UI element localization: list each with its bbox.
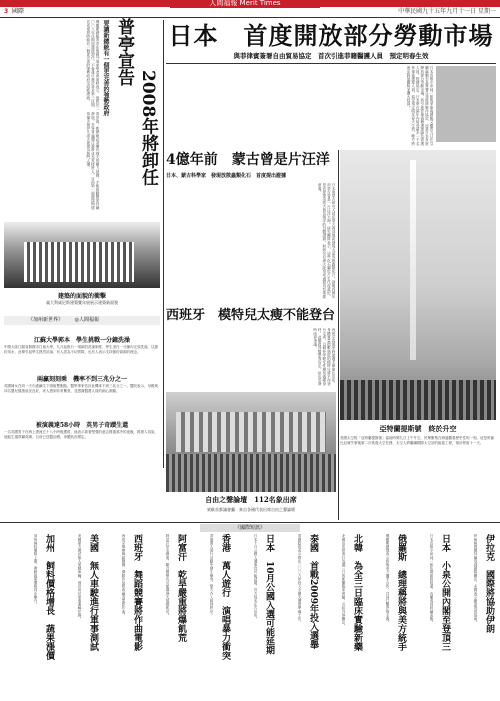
brief-body: 日本首相小泉純一郎任期即將屆滿，內閣成員陸續表態。 bbox=[430, 534, 434, 624]
brief-body: 北韓宣布將進行為期三日的新藥臨床實驗，引起外界關注。 bbox=[342, 534, 346, 628]
architecture-photo bbox=[4, 222, 160, 288]
brief-body: 泰國政府表示將在二〇〇九年投入全國大選的準備工作。 bbox=[298, 534, 302, 624]
brief-body: 香港萬人遊行活動中發生衝突，警方介入維持秩序。 bbox=[210, 534, 214, 617]
photo-columns bbox=[24, 242, 134, 282]
forum-photo-caption: 東歐首都議會廳 來自各國代表出席自由之聲論壇 bbox=[207, 507, 295, 512]
forum-photo-title: 自由之聲論壇 112名象出席 bbox=[205, 495, 297, 504]
lead-side-box bbox=[436, 66, 496, 142]
lead-deck: 與菲律賓簽署自由貿易協定 首次引進菲籍醫護人員 預定明春生效 bbox=[233, 52, 429, 60]
forum-photo bbox=[166, 392, 336, 492]
story2-headline: 4億年前 蒙古曾是片汪洋 bbox=[166, 152, 330, 168]
column-band bbox=[4, 316, 160, 325]
story-title-1: 江蘇大學郭本 學生挑戰一分鐘洗澡 bbox=[33, 337, 130, 344]
brief-body: 美國軍方測試無人駕駛車輛，預計用於軍事運輸任務。 bbox=[78, 534, 82, 621]
brief-item: 美國 無人車駛進行軍事測試 bbox=[88, 534, 98, 651]
left-photo-caption: 義大利威尼斯建築雙年展展示建築新面貌 bbox=[46, 300, 118, 305]
shuttle-caption: 美國太空梭「亞特蘭提斯號」當地時間九日上午升空，民眾聚集在海邊觀看歷史性的一刻。這是哥倫比亞號失事後第二次恢復太空任務，太空人將繼續國際太空站的組裝工程，預計停留十一天。 bbox=[340, 436, 494, 445]
left-body-text: 俄羅斯總統普亭在與國外專家學者會面時表示，他將於二〇〇八年任期屆滿後卸任，不會違反憲法尋求第三任期，並希望屆時能有一個更完善的強勢政府交給新總統。 bbox=[86, 20, 100, 110]
brief-item: 加州 飼料價格增長 蔬果漲價 bbox=[44, 534, 54, 660]
left-subhead: 2008年將卸任 bbox=[138, 70, 158, 186]
story-body-1: 中國大陸江蘇省無錫市江南大學，九月起推行一項新的洗澡制度，學生須在一分鐘內完成洗澡，以節約用水，此舉引起學生熱烈討論，有人認為不切實際，也有人表示支持節約資源的理念。 bbox=[4, 345, 158, 354]
spectators bbox=[340, 380, 496, 420]
briefs-grid bbox=[4, 534, 496, 698]
brief-item: 日本 小泉公開內閣至登頂三 bbox=[440, 534, 450, 651]
brief-body: 西班牙舉辦舞蹈競賽，優勝作品將改編為電影作曲。 bbox=[122, 534, 126, 617]
brief-item: 香港 萬人遊行 演唱暴力衝突 bbox=[220, 534, 230, 660]
page-header bbox=[0, 0, 500, 17]
left-headline: 普亭宣告 bbox=[114, 18, 134, 86]
brief-item: 北韓 為全三日臨床實驗新藥 bbox=[352, 534, 362, 651]
building-facade bbox=[176, 412, 326, 452]
brief-body: 阿富汗旱災嚴重，聯合國警告可能爆發大規模飢荒。 bbox=[166, 534, 170, 617]
lead-headline: 日本 首度開放部分勞動市場 bbox=[168, 21, 494, 50]
story3-body: 西班牙馬德里時裝週主辦單位宣布，身體質量指數過低的模特兒將不得登台走秀，以避免年輕女性模仿過瘦身材，此舉獲得醫學界肯定，但也引發時尚界爭議。 bbox=[313, 328, 336, 386]
brief-body: 伊朗核問題持續受到國際關注，多國表示願意提供協助。 bbox=[474, 534, 478, 624]
brief-item: 日本 10月公國入選可能延期 bbox=[264, 534, 274, 655]
bottom-rule bbox=[0, 522, 500, 523]
brief-body: 加州飼料價格上漲，帶動蔬果價格同步攀升。 bbox=[34, 534, 38, 606]
brief-body: 日本十月公國入選事宜可能延期，官方尚未正式宣布。 bbox=[254, 534, 258, 621]
issue-date: 中華民國九十五年九月十一日 星期一 bbox=[398, 8, 496, 15]
story-body-2: 英國婦女在同一天內連續生下兩組雙胞胎，醫學專家估計此機率不到三兆分之一。醫院表示，母親與四名嬰兒健康狀況良好，家人感到非常驚喜，並感謝醫護人員的細心照顧。 bbox=[4, 384, 158, 393]
brief-body: 俄羅斯總理表示將與美方攜手合作，共同打擊恐怖主義。 bbox=[386, 534, 390, 624]
page-number: 3 bbox=[4, 8, 9, 15]
story-title-2: 兩贏刻刻乘 機率不到三兆分之一 bbox=[36, 376, 127, 383]
lead-rule bbox=[166, 63, 496, 64]
story2-deck: 日本、蒙古科學家 發現放散蟲類化石 首度提出證據 bbox=[166, 173, 287, 179]
left-deck: 要讓新總統有一個更完善的強勢政府 bbox=[102, 20, 109, 116]
shuttle-launch-photo bbox=[340, 150, 496, 420]
crowd bbox=[166, 454, 336, 492]
shuttle-photo-title: 亞特蘭提斯號 終於升空 bbox=[379, 424, 457, 433]
left-divider bbox=[163, 20, 164, 468]
story-title-3: 被演義達58小時 英男子奇蹟生還 bbox=[35, 422, 129, 429]
story3-headline: 西班牙 模特兒太瘦不能登台 bbox=[166, 308, 336, 323]
story-body-3: 一名英國男子在海上漂流五十八小時後獲救，他表示靠著堅強的意志撐過寒冷的夜晚，救援人員說，他能生還實屬奇蹟，目前已送醫治療，身體狀況穩定。 bbox=[4, 430, 158, 439]
brief-item: 西班牙 舞蹈競賽將作曲電影 bbox=[132, 534, 142, 651]
masthead: 人間福報 Merit Times bbox=[170, 0, 320, 8]
smoke-trail bbox=[410, 160, 416, 360]
briefs-label: 《國際短訊》 bbox=[200, 524, 300, 532]
column-title: 《加州新世界》 bbox=[28, 317, 64, 323]
section-label: 國際 bbox=[12, 8, 25, 15]
left-photo-title: 建築的面貌的衝擊 bbox=[57, 293, 106, 300]
left-body-text-2: 普亭說，新總統必須擁有強大的權力基礎，才能推動國家持續發展。外界普遍關注誰將成為其接班人，目前第一副總理梅德韋傑夫與伊凡諾夫被視為熱門人選。 bbox=[86, 112, 100, 210]
brief-item: 泰國 首戰2009年投入選舉 bbox=[308, 534, 318, 650]
brief-item: 伊拉克 國際將協助伊朗 bbox=[484, 534, 494, 633]
brief-item: 阿富汗 乾旱嚴重將爆飢荒 bbox=[176, 534, 186, 642]
lead-body: 日本首相小泉純一郎與菲律賓總統艾羅育九日在芬蘭赫爾辛基簽署日菲經濟夥伴協定，這是日本首度開放部分勞動市場，將引進菲律賓籍護理師及看護人員。根據協定，日本將在兩年內接受最多一千名菲律賓護理人員，協定預定明年春天生效，雙方將逐步降低關稅並擴大投資。 bbox=[407, 66, 434, 146]
column-author: ◎人間福報 bbox=[74, 317, 99, 323]
right-divider bbox=[338, 150, 339, 520]
brief-item: 俄羅斯 總理稱將與美方統手 bbox=[396, 534, 406, 651]
header-rule bbox=[0, 17, 500, 18]
shuttle-caption-text: 美國太空梭「亞特蘭提斯號」當地時間九日上午升空 bbox=[340, 436, 421, 440]
story2-body: 日本與蒙古研究人員在蒙古西部地區發現大量放散蟲類化石，證明四億年前蒙古曾是一片汪洋大海。研究團隊表示，這些化石屬於古生代泥盆紀，是首度提出蒙古曾為海洋的具體證據，對研究亞洲大陸形成過程具有重要意義。 bbox=[318, 183, 336, 299]
